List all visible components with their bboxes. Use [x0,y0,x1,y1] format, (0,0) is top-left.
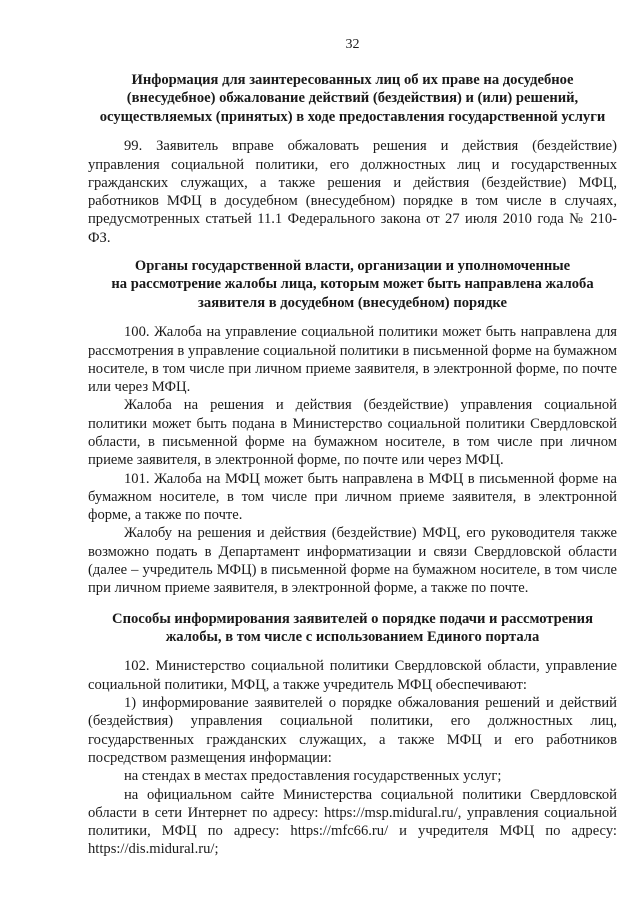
heading-line: заявителя в досудебном (внесудебном) порядке [198,294,507,311]
section-heading-information-methods [88,610,617,647]
heading-line: на рассмотрение жалобы лица, которым может быть направлена жалоба [111,276,594,293]
heading-line: Органы государственной власти, организации и уполномоченные [134,258,571,274]
paragraph-100-ministry: Жалоба на решения и действия (бездействие) управления социальной политики может быть подана в Министерство социальной политики Свердловской области, в письменной форме на бумажном носителе, в том числе при личном приеме заявителя, в электронной форме, по почте или через МФЦ. [88,397,617,469]
heading-line: (внесудебное) обжалование действий (бездействия) и (или) решений, [126,90,579,107]
heading-line: Информация для заинтересованных лиц об их праве на досудебное [131,72,574,88]
heading-line: Способы информирования заявителей о порядке подачи и рассмотрения [112,610,593,627]
paragraph-101: 101. Жалоба на МФЦ может быть направлена в МФЦ в письменной форме на бумажном носителе, в том числе при личном приеме заявителя, в электронной форме, а также по почте. [88,470,617,524]
heading-line: осуществляемых (принятых) в ходе предоставления государственной услуги [99,108,606,125]
paragraph-stands: на стендах в местах предоставления государственных услуг; [124,768,502,785]
heading-line: жалобы, в том числе с использованием Единого портала [165,629,540,646]
section-heading-appeal-rights [88,71,617,126]
paragraph-99: 99. Заявитель вправе обжаловать решения и действия (бездействие) управления социальной политики, его должностных лиц и государственных гражданских служащих, а также решения и действия (бездействие) МФЦ, работников МФЦ в досудебном (внесудебном) порядке в том числе в случаях, предусмотренных статьей 11.1 Федерального закона от 27 июля 2010 года № 210-ФЗ. [88,138,617,246]
paragraph-102-item-1: 1) информирование заявителей о порядке обжалования решений и действий (бездействия) управления социальной политики, его должностных лиц, государственных гражданских служащих, а также МФЦ и его работников посредством размещения информации: [88,695,617,766]
paragraph-101-founder: Жалобу на решения и действия (бездействие) МФЦ, его руководителя также возможно подать в Департамент информатизации и связи Свердловской области (далее – учредитель МФЦ) в письменной форме на бумажном носителе, в том числе при личном приеме заявителя, в электронной форме, а также по почте. [88,525,617,597]
section-heading-complaint-bodies [88,257,617,312]
paragraph-websites: на официальном сайте Министерства социальной политики Свердловской области в сети Интернет по адресу: https://msp.midural.ru/, управления социальной политики, МФЦ по адресу: https://mfc66.ru/ и учредителя МФЦ по адресу: https://dis.midural.ru/; [88,786,617,858]
paragraph-100: 100. Жалоба на управление социальной политики может быть направлена для рассмотрения в управление социальной политики в письменной форме на бумажном носителе, в том числе при личном приеме заявителя, в электронной форме, по почте или через МФЦ. [88,324,617,396]
page-number: 32 [345,37,360,52]
paragraph-102: 102. Министерство социальной политики Свердловской области, управление социальной политики, МФЦ, а также учредитель МФЦ обеспечивают: [88,658,617,693]
